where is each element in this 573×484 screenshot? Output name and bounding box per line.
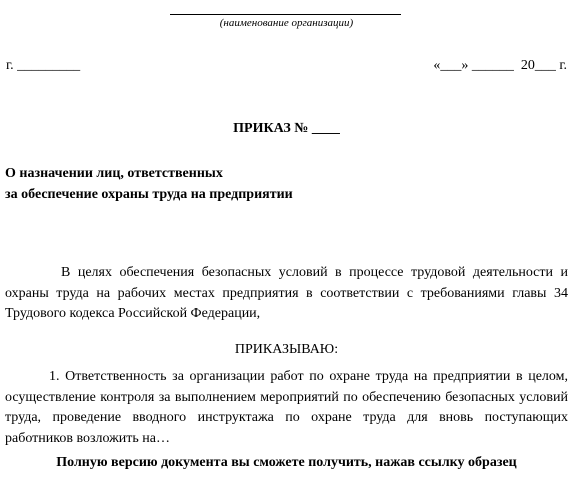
order-subject [5, 163, 293, 205]
date-field: «___» ______ 20___ г. [433, 58, 567, 73]
organization-name-line [170, 14, 401, 15]
organization-caption: (наименование организации) [219, 17, 354, 29]
order-heading: ПРИКАЗЫВАЮ: [234, 342, 339, 357]
order-title: ПРИКАЗ № ____ [233, 121, 340, 136]
order-subject-line-2: за обеспечение охраны труда на предприятии [5, 187, 293, 202]
preamble-paragraph: В целях обеспечения безопасных условий в процессе трудовой деятельности и охраны труда на рабочих местах предприятия в соответствии с требованиями главы 34 Трудового кодекса Российской Федерации, [5, 265, 568, 321]
full-version-note: Полную версию документа вы сможете получить, нажав ссылку образец [56, 455, 517, 470]
order-subject-line-1: О назначении лиц, ответственных [5, 166, 223, 181]
order-item-1: 1. Ответственность за организации работ по охране труда на предприятии в целом, осуществление контроля за выполнением мероприятий по обеспечению безопасных условий труда, проведение вводного инструктажа по охране труда для вновь поступающих работников возложить на… [5, 369, 568, 446]
city-field: г. _________ [6, 58, 81, 73]
